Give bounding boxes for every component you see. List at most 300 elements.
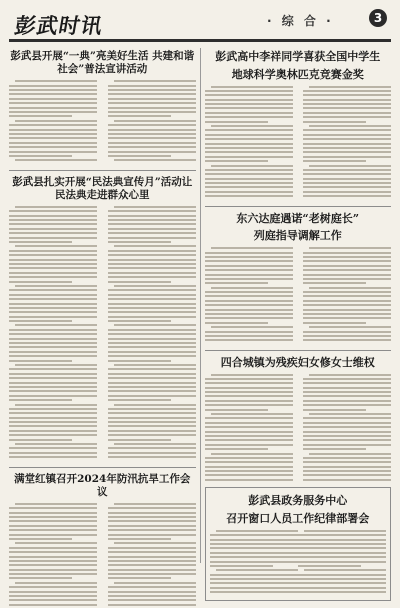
text-line [108,311,196,313]
text-line [108,289,196,291]
text-line [211,413,293,415]
left-column [9,48,196,563]
text-line [309,165,391,167]
text-line [114,324,196,326]
text-line [9,329,97,331]
text-line [108,355,196,357]
article-7-text-col-a [210,530,298,596]
text-line [108,237,196,239]
text-line [303,470,391,472]
text-line [205,317,293,319]
text-line [15,285,97,287]
text-line [303,457,391,459]
text-line [303,400,391,402]
text-line [211,86,293,88]
text-line [216,530,298,532]
text-line [9,456,97,458]
text-line [205,479,293,481]
text-line [303,121,366,123]
article-3-text-col-b [108,503,196,608]
text-line [9,146,97,148]
text-line [9,507,97,509]
text-line [108,573,196,575]
text-line [108,276,196,278]
text-line [205,274,293,276]
article-3-text-col-a [9,503,97,608]
article-5-headline: 东六达庭遇诺“老树庭长” [236,211,360,225]
text-line [205,121,268,123]
text-line [9,447,97,449]
text-line [9,311,97,313]
text-line [108,577,171,579]
text-line [108,342,196,344]
text-line [205,426,293,428]
text-line [108,263,196,265]
article-7-body [210,530,387,596]
text-line [108,390,196,392]
text-line [108,146,196,148]
text-line [108,412,196,414]
text-line [9,111,97,113]
text-line [303,426,391,428]
text-line [205,178,293,180]
text-line [298,561,386,563]
text-line [9,298,97,300]
article-6-text-col-b [303,374,391,484]
text-line [211,326,293,328]
text-line [108,219,196,221]
article-5-text-col-a [205,247,293,344]
text-line [205,265,293,267]
text-line [303,112,391,114]
text-line [303,382,391,384]
text-line [303,439,391,441]
text-line [108,228,196,230]
column-divider [200,48,201,563]
masthead [9,6,391,38]
text-line [9,529,97,531]
text-line [9,307,97,309]
text-line [211,374,293,376]
text-line [9,281,72,283]
section-label: · 综 合 · [267,14,334,28]
text-line [108,307,196,309]
text-line [9,151,97,153]
text-line [205,112,293,114]
text-line [309,413,391,415]
text-line [108,586,196,588]
text-line [9,303,97,305]
text-line [108,151,196,153]
article-1-headline: 彭武县开展“一典”亮美好生活 共建和谐社会”普法宣讲活动 [10,50,195,76]
text-line [9,289,97,291]
article-3-body [9,503,196,608]
text-line [9,320,72,322]
text-line [205,444,293,446]
text-line [205,304,293,306]
text-line [108,456,196,458]
article-1-text-col-a [9,80,97,163]
text-line [205,138,293,140]
text-line [9,294,97,296]
text-line [205,173,293,175]
text-line [9,129,97,131]
text-line [108,512,196,514]
article-2 [9,176,196,461]
text-line [108,281,171,283]
text-line [210,582,298,584]
text-line [298,547,386,549]
text-line [303,295,391,297]
text-line [108,591,196,593]
text-line [15,364,97,366]
text-line [205,378,293,380]
text-line [303,178,391,180]
text-line [15,206,97,208]
text-line [303,94,391,96]
text-line [210,587,298,589]
text-line [9,538,72,540]
text-line [108,250,196,252]
text-line [303,300,391,302]
text-line [15,443,97,445]
text-line [298,556,386,558]
text-line [303,409,366,411]
text-line [205,431,293,433]
text-line [303,317,391,319]
text-line [298,574,386,576]
text-line [303,186,391,188]
text-line [210,539,298,541]
text-line [205,387,293,389]
text-line [304,569,386,571]
text-line [9,333,97,335]
text-line [9,573,97,575]
text-line [108,560,196,562]
text-line [303,269,391,271]
text-line [9,368,97,370]
text-line [114,80,196,82]
text-line [205,107,293,109]
text-line [9,259,97,261]
text-line [298,543,386,545]
text-line [108,316,196,318]
text-line [303,387,391,389]
text-line [9,421,97,423]
text-line [108,320,171,322]
text-line [298,552,386,554]
text-line [108,129,196,131]
text-line [9,89,97,91]
text-line [108,351,196,353]
text-line [303,313,391,315]
text-line [205,391,293,393]
text-line [9,267,97,269]
text-line [9,556,97,558]
text-line [210,591,298,593]
text-line [15,503,97,505]
text-line [108,329,196,331]
text-line [108,386,196,388]
text-line [309,453,391,455]
text-line [108,223,196,225]
text-line [309,125,391,127]
text-line [108,425,196,427]
text-line [205,470,293,472]
text-line [108,111,196,113]
text-line [205,256,293,258]
text-line [210,578,298,580]
text-line [9,408,97,410]
text-line [303,160,366,162]
text-line [205,278,293,280]
text-line [205,417,293,419]
text-line [303,129,391,131]
text-line [9,520,97,522]
text-line [108,439,171,441]
text-line [211,247,293,249]
text-line [205,313,293,315]
text-line [108,368,196,370]
text-line [108,137,196,139]
text-line [114,285,196,287]
text-line [304,530,386,532]
text-line [303,339,391,341]
text-line [114,245,196,247]
article-divider [205,206,392,207]
text-line [108,417,196,419]
text-line [303,417,391,419]
text-line [303,156,391,158]
text-line [9,241,72,243]
text-line [210,574,298,576]
text-line [108,89,196,91]
text-line [108,547,196,549]
text-line [9,417,97,419]
text-line [205,160,268,162]
text-line [303,335,391,337]
text-line [303,435,391,437]
text-line [303,461,391,463]
text-line [9,551,97,553]
text-line [303,391,391,393]
text-line [108,142,196,144]
text-line [298,539,386,541]
text-line [9,210,97,212]
text-line [9,254,97,256]
text-line [211,125,293,127]
text-line [9,102,97,104]
article-6-text-col-a [205,374,293,484]
text-line [303,90,391,92]
masthead-logo: 彭武时讯 [12,13,106,38]
text-line [108,333,196,335]
text-line [108,215,196,217]
text-line [9,586,97,588]
text-line [9,85,97,87]
article-3 [9,473,196,608]
article-6 [205,356,392,484]
text-line [205,339,293,341]
article-divider [205,350,392,351]
text-line [108,254,196,256]
text-line [205,99,293,101]
article-4-text-col-b [303,86,391,200]
text-line [309,86,391,88]
text-line [303,474,391,476]
text-line [309,326,391,328]
text-line [205,169,293,171]
text-line [108,525,196,527]
text-line [303,195,391,197]
text-line [303,99,391,101]
text-line [108,124,196,126]
article-5 [205,212,392,344]
text-line [205,435,293,437]
text-line [205,156,293,158]
text-line [303,378,391,380]
right-column [205,48,392,563]
text-line [303,291,391,293]
text-line [9,263,97,265]
text-line [9,525,97,527]
text-line [9,516,97,518]
text-line [303,404,391,406]
text-line [9,577,72,579]
text-line [108,102,196,104]
text-line [108,447,196,449]
text-line [9,142,97,144]
text-line [9,215,97,217]
article-2-text-col-a [9,206,97,461]
text-line [210,543,298,545]
text-line [114,364,196,366]
text-line [205,129,293,131]
article-divider [9,467,196,468]
text-line [211,165,293,167]
text-line [9,155,72,157]
text-line [15,324,97,326]
text-line [205,300,293,302]
text-line [303,151,391,153]
text-line [216,569,298,571]
article-1 [9,50,196,164]
text-line [9,342,97,344]
text-line [303,147,391,149]
text-line [9,107,97,109]
text-line [114,404,196,406]
text-line [108,155,171,157]
text-line [9,137,97,139]
text-line [309,287,391,289]
text-line [9,237,97,239]
text-line [210,556,298,558]
text-line [303,265,391,267]
text-line [9,452,97,454]
text-line [205,90,293,92]
text-line [108,241,171,243]
article-5-subheadline: 列庭指导调解工作 [253,229,342,243]
text-line [9,591,97,593]
text-line [9,338,97,340]
text-line [298,591,386,593]
text-line [211,287,293,289]
text-line [108,569,196,571]
text-line [108,373,196,375]
text-line [108,133,196,135]
text-line [303,256,391,258]
text-line [9,346,97,348]
article-2-headline: 彭武县扎实开展“民法典宣传月”活动让民法典走进群众心里 [12,175,193,201]
text-line [210,561,298,563]
article-5-text-col-b [303,247,391,344]
text-line [303,431,391,433]
text-line [108,538,171,540]
text-line [114,120,196,122]
article-3-headline: 满堂红镇召开2024年防汛抗旱工作会议 [14,472,191,498]
text-line [9,564,97,566]
text-line [205,260,293,262]
text-line [9,133,97,135]
article-4-text-col-a [205,86,293,200]
text-line [108,520,196,522]
article-6-headline: 四合城镇为残疾妇女修女士维权 [220,355,375,369]
text-line [114,206,196,208]
text-line [108,556,196,558]
text-line [298,582,386,584]
text-line [108,395,196,397]
text-line [298,578,386,580]
text-line [9,439,72,441]
text-line [205,134,293,136]
text-line [205,151,293,153]
text-line [108,85,196,87]
text-line [9,534,97,536]
text-line [108,564,196,566]
text-line [9,377,97,379]
text-line [205,448,268,450]
text-line [9,276,97,278]
text-line [108,267,196,269]
text-line [9,382,97,384]
text-line [9,115,72,117]
text-line [303,134,391,136]
text-line [303,107,391,109]
article-7 [205,487,392,600]
text-line [205,466,293,468]
article-4-body [205,86,392,200]
text-line [205,422,293,424]
article-2-text-col-b [108,206,196,461]
text-line [108,346,196,348]
text-line [205,116,293,118]
text-line [309,247,391,249]
text-line [9,547,97,549]
text-line [303,309,391,311]
text-line [108,115,171,117]
text-line [108,452,196,454]
text-line [9,430,97,432]
text-line [108,259,196,261]
text-line [108,421,196,423]
text-line [9,512,97,514]
text-line [108,232,196,234]
text-line [108,382,196,384]
text-line [9,272,97,274]
text-line [303,448,366,450]
text-line [303,173,391,175]
text-line [15,159,97,161]
